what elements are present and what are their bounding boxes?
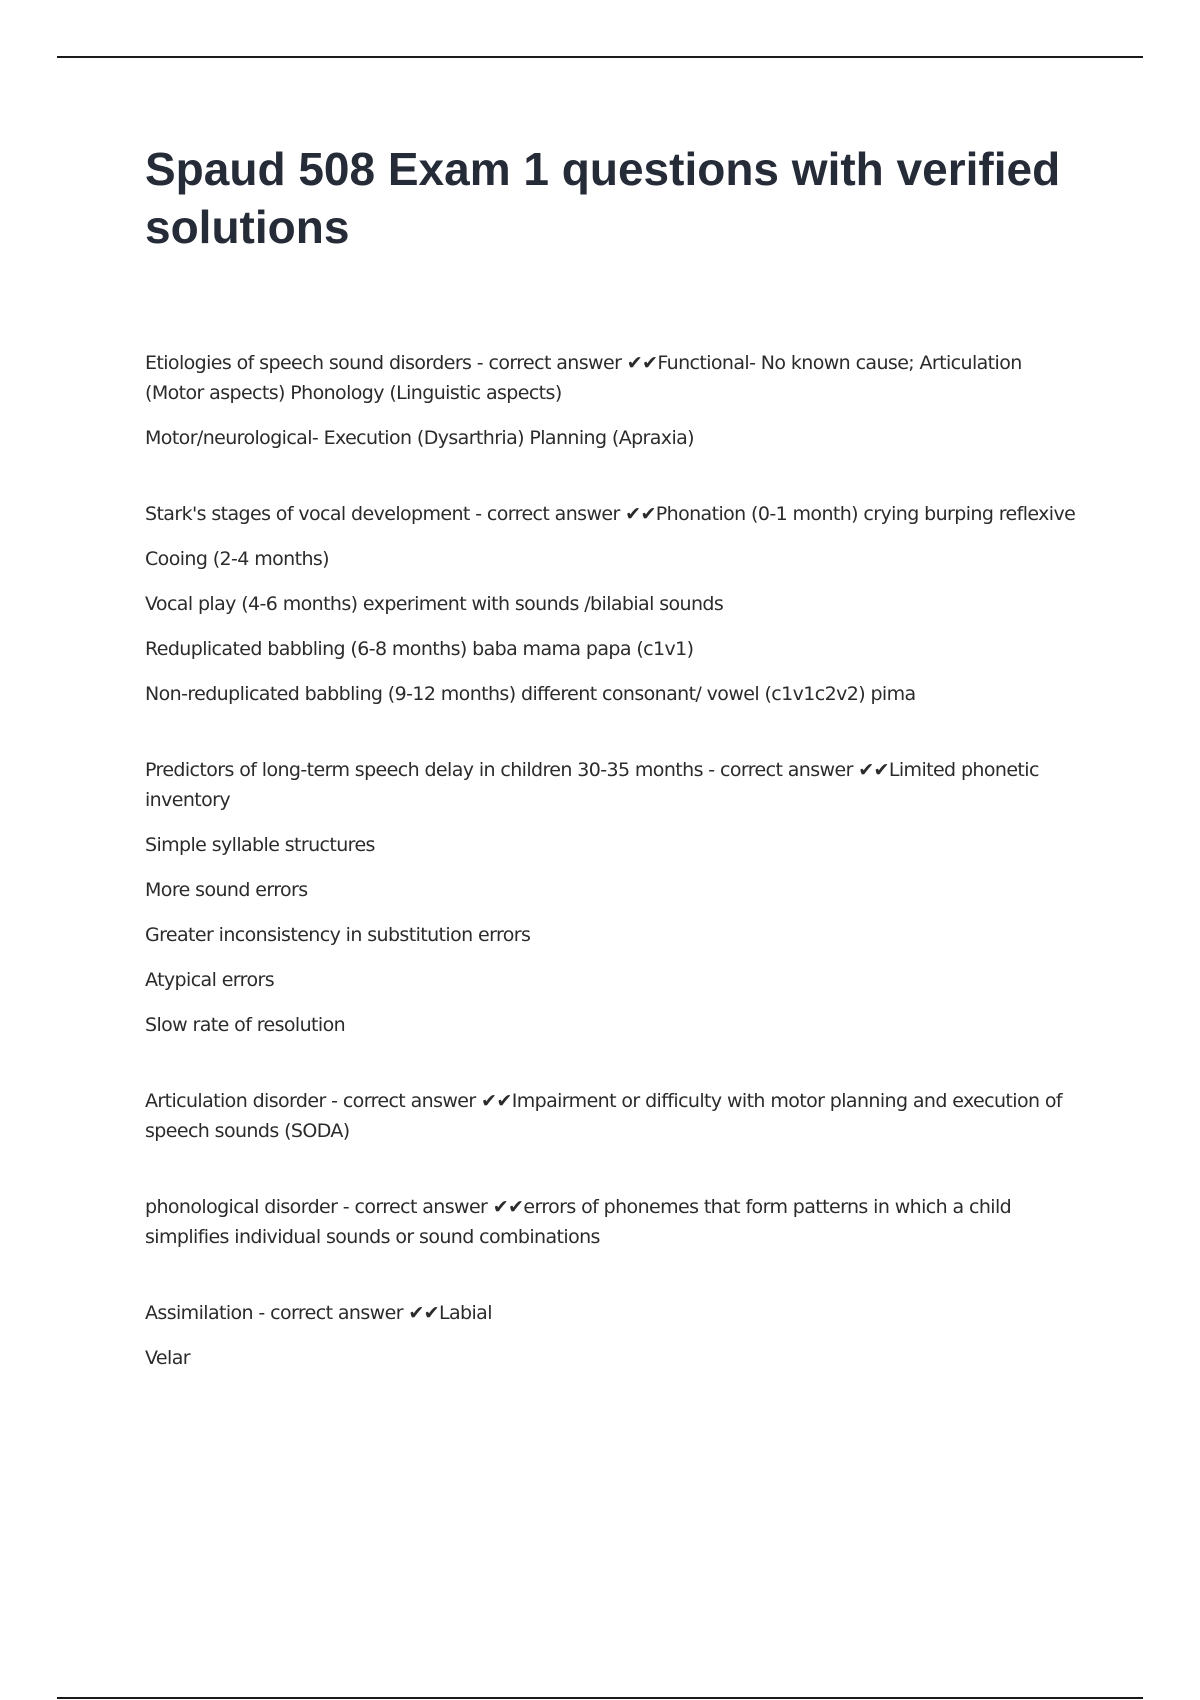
- qa-line: Vocal play (4-6 months) experiment with sounds /bilabial sounds: [145, 593, 724, 615]
- qa-line: Etiologies of speech sound disorders - correct answer ✔✔Functional- No known cause; Articulation (Motor aspects) Phonology (Linguistic aspects): [145, 352, 1022, 404]
- qa-list: [145, 348, 1085, 1373]
- qa-entry-articulation-disorder: [145, 1086, 1085, 1146]
- qa-line: Assimilation - correct answer ✔✔Labial: [145, 1302, 492, 1324]
- qa-line: Articulation disorder - correct answer ✔✔Impairment or difficulty with motor planning and execution of speech sounds (SODA): [145, 1090, 1062, 1142]
- qa-line: Simple syllable structures: [145, 834, 375, 856]
- qa-line: Cooing (2-4 months): [145, 548, 329, 570]
- qa-line: phonological disorder - correct answer ✔✔errors of phonemes that form patterns in which a child simplifies individual sounds or sound combinations: [145, 1196, 1012, 1248]
- page-title: Spaud 508 Exam 1 questions with verified solutions: [145, 143, 1061, 253]
- qa-entry-starks-stages: [145, 499, 1085, 709]
- bottom-rule: [57, 1697, 1143, 1699]
- qa-line: Atypical errors: [145, 969, 275, 991]
- qa-line: Reduplicated babbling (6-8 months) baba mama papa (c1v1): [145, 638, 694, 660]
- qa-entry-etiologies: [145, 348, 1085, 453]
- qa-line: Slow rate of resolution: [145, 1014, 346, 1036]
- qa-line: Velar: [145, 1347, 190, 1369]
- qa-line: Stark's stages of vocal development - correct answer ✔✔Phonation (0-1 month) crying burping reflexive: [145, 503, 1076, 525]
- qa-line: Predictors of long-term speech delay in children 30-35 months - correct answer ✔✔Limited phonetic inventory: [145, 759, 1039, 811]
- qa-line: Non-reduplicated babbling (9-12 months) different consonant/ vowel (c1v1c2v2) pima: [145, 683, 916, 705]
- qa-entry-predictors: [145, 755, 1085, 1040]
- qa-line: More sound errors: [145, 879, 308, 901]
- top-rule: [57, 56, 1143, 58]
- qa-line: Greater inconsistency in substitution errors: [145, 924, 531, 946]
- document-page: [145, 140, 1085, 1419]
- qa-line: Motor/neurological- Execution (Dysarthria) Planning (Apraxia): [145, 427, 694, 449]
- qa-entry-assimilation: [145, 1298, 1085, 1373]
- qa-entry-phonological-disorder: [145, 1192, 1085, 1252]
